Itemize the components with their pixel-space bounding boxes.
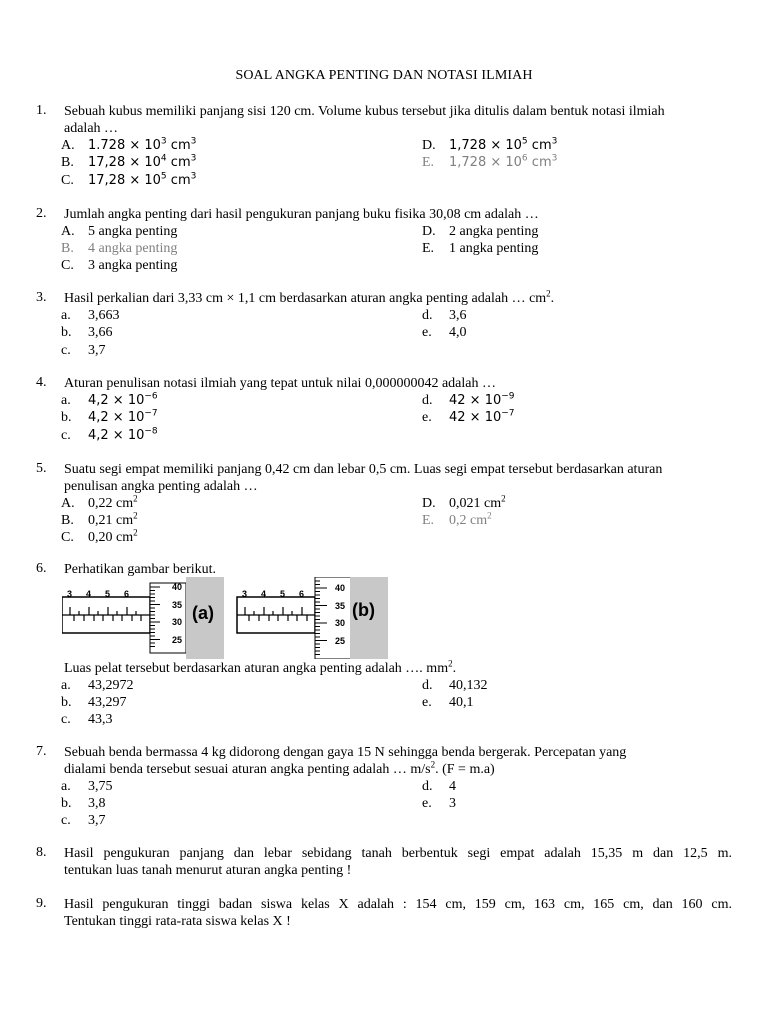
question-text-line: Tentukan tinggi rata-rata siswa kelas X ! — [64, 914, 291, 929]
question-text: Jumlah angka penting dari hasil pengukuran panjang buku fisika 30,08 cm adalah … — [64, 207, 539, 222]
option-q6-b: b. 43,297 — [61, 695, 127, 710]
question-number: 5. — [36, 461, 47, 476]
option-q3-a: a. 3,663 — [61, 308, 120, 323]
question-text — [64, 845, 732, 879]
thimble-label: 25 — [172, 635, 183, 645]
main-scale-label: 5 — [105, 589, 111, 599]
option-q7-a: a. 3,75 — [61, 779, 113, 794]
question-number: 7. — [36, 744, 47, 759]
thimble-scale — [315, 577, 353, 659]
question-text-line: Hasil pengukuran panjang dan lebar sebidang tanah berbentuk segi empat adalah 15,35 m dan 12,5 m. — [64, 846, 732, 861]
question-number: 1. — [36, 103, 47, 118]
question-number: 6. — [36, 561, 47, 576]
question-text-line: dialami benda tersebut sesuai aturan angka penting adalah … $m/s^2$. (F = m.a) — [64, 759, 495, 777]
figure-label-a: (a) — [192, 603, 214, 623]
micrometer-figure — [62, 577, 392, 664]
thimble-label: 35 — [335, 601, 346, 611]
option-q7-c: c. 3,7 — [61, 813, 106, 828]
question-text: Perhatikan gambar berikut. — [64, 562, 217, 577]
option-q3-e: e. 4,0 — [422, 325, 467, 340]
question-text-line: Suatu segi empat memiliki panjang 0,42 cm dan lebar 0,5 cm. Luas segi empat tersebut berdasarkan aturan — [64, 462, 663, 477]
option-q2-a: A. 5 angka penting — [61, 224, 178, 239]
option-q6-d: d. 40,132 — [422, 678, 488, 693]
question-text — [64, 461, 732, 495]
question-number: 3. — [36, 290, 47, 305]
option-q4-d: d. $42 \times 10^{-9}$ — [422, 391, 515, 408]
question-text — [64, 744, 732, 778]
option-q5-d: D. 0,021 $cm^2$ — [422, 493, 506, 511]
option-q7-e: e. 3 — [422, 796, 456, 811]
option-q4-c: c. $4,2 \times 10^{-8}$ — [61, 426, 158, 443]
option-q5-c: C. 0,20 $cm^2$ — [61, 527, 138, 545]
option-q6-a: a. 43,2972 — [61, 678, 134, 693]
option-q2-d: D. 2 angka penting — [422, 224, 539, 239]
main-scale-label: 4 — [261, 589, 267, 599]
option-q5-b: B. 0,21 $cm^2$ — [61, 510, 138, 528]
main-scale-label: 3 — [242, 589, 248, 599]
thimble-label: 40 — [335, 583, 346, 593]
question-text: Luas pelat tersebut berdasarkan aturan angka penting adalah …. $mm^2$. — [64, 658, 457, 676]
option-q4-a: a. $4,2 \times 10^{-6}$ — [61, 391, 158, 408]
thimble-label: 35 — [172, 600, 183, 610]
main-scale-label: 5 — [280, 589, 286, 599]
option-q3-c: c. 3,7 — [61, 343, 106, 358]
question-text-line: Sebuah benda bermassa 4 kg didorong dengan gaya 15 N sehingga benda bergerak. Percepatan yang — [64, 745, 627, 760]
question-text — [64, 103, 732, 137]
option-q3-d: d. 3,6 — [422, 308, 467, 323]
question-text-line: penulisan angka penting adalah … — [64, 479, 258, 494]
option-q4-e: e. $42 \times 10^{-7}$ — [422, 408, 515, 425]
option-q2-e: E. 1 angka penting — [422, 241, 539, 256]
thimble-label: 30 — [335, 618, 346, 628]
question-text-line: adalah … — [64, 121, 119, 136]
question-text-line: tentukan luas tanah menurut aturan angka penting ! — [64, 863, 352, 878]
option-q6-e: e. 40,1 — [422, 695, 474, 710]
option-q3-b: b. 3,66 — [61, 325, 113, 340]
option-q2-b: B. 4 angka penting — [61, 241, 178, 256]
micrometer-a — [62, 577, 224, 659]
question-text: Aturan penulisan notasi ilmiah yang tepat untuk nilai 0,000000042 adalah … — [64, 376, 496, 391]
micrometer-b — [237, 577, 388, 659]
question-number: 9. — [36, 896, 47, 911]
main-scale-label: 6 — [124, 589, 130, 599]
thimble-label: 30 — [172, 617, 183, 627]
main-scale-label: 6 — [299, 589, 305, 599]
option-q1-e: E. $1,728 \times 10^6$ $cm^3$ — [422, 153, 558, 170]
page-title: SOAL ANGKA PENTING DAN NOTASI ILMIAH — [235, 68, 533, 83]
thimble-label: 40 — [172, 582, 183, 592]
option-q1-b: B. $17,28 \times 10^4$ $cm^3$ — [61, 153, 197, 170]
figure-label-b: (b) — [352, 600, 375, 620]
question-text-line: Sebuah kubus memiliki panjang sisi 120 cm. Volume kubus tersebut jika ditulis dalam bentuk notasi ilmiah — [64, 104, 665, 119]
question-number: 2. — [36, 206, 47, 221]
option-q4-b: b. $4,2 \times 10^{-7}$ — [61, 408, 158, 425]
question-number: 4. — [36, 375, 47, 390]
main-scale-label: 3 — [67, 589, 73, 599]
question-text: Hasil perkalian dari 3,33 cm × 1,1 cm berdasarkan aturan angka penting adalah … $cm^2$. — [64, 288, 555, 306]
question-text — [64, 896, 732, 930]
question-text-line: Hasil pengukuran tinggi badan siswa kelas X adalah : 154 cm, 159 cm, 163 cm, 165 cm, dan 160 cm. — [64, 897, 732, 912]
option-q1-a: A. $1.728 \times 10^3$ $cm^3$ — [61, 136, 197, 153]
question-number: 8. — [36, 845, 47, 860]
option-q6-c: c. 43,3 — [61, 712, 113, 727]
main-scale-label: 4 — [86, 589, 92, 599]
option-q5-e: E. 0,2 $cm^2$ — [422, 510, 492, 528]
option-q5-a: A. 0,22 $cm^2$ — [61, 493, 138, 511]
option-q1-d: D. $1,728 \times 10^5$ $cm^3$ — [422, 136, 558, 153]
option-q7-b: b. 3,8 — [61, 796, 106, 811]
option-q2-c: C. 3 angka penting — [61, 258, 178, 273]
option-q1-c: C. $17,28 \times 10^5$ $cm^3$ — [61, 171, 197, 188]
option-q7-d: d. 4 — [422, 779, 456, 794]
thimble-label: 25 — [335, 636, 346, 646]
